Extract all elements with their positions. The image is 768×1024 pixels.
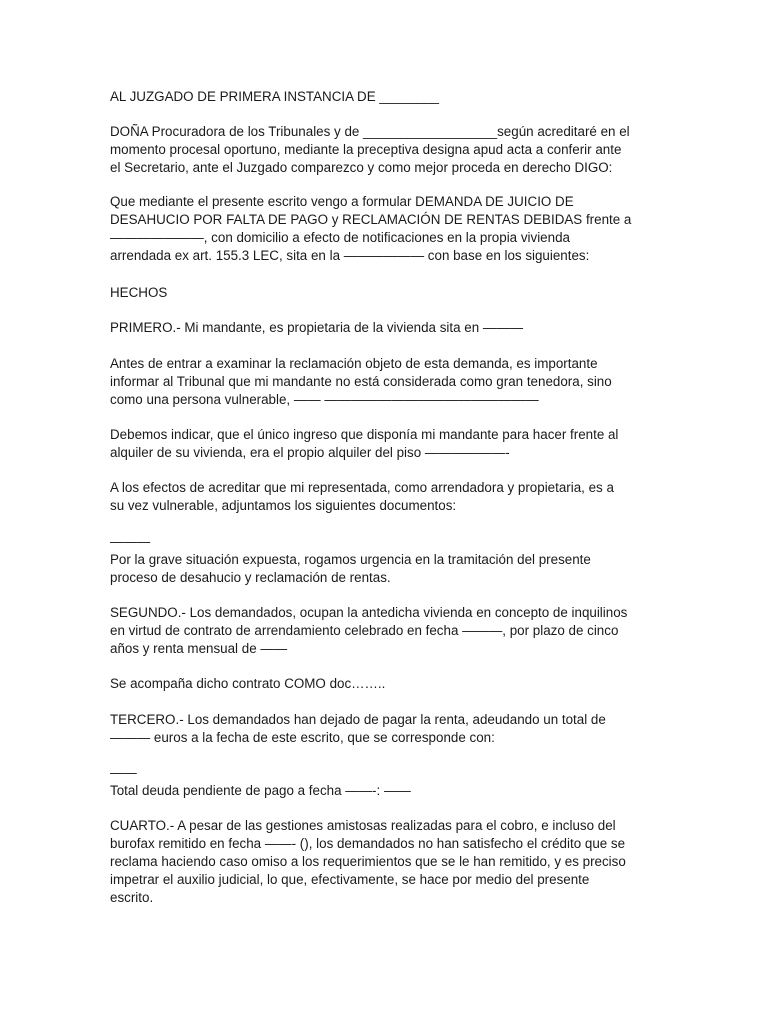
tercero-line: ——— euros a la fecha de este escrito, que se corresponde con: <box>110 730 495 745</box>
vulnerable-line: informar al Tribunal que mi mandante no está considerada como gran tenedora, sino <box>110 374 612 389</box>
cuarto-line: reclama haciendo caso omiso a los requerimientos que se le han remitido, y es preciso <box>110 854 626 869</box>
heading-line: AL JUZGADO DE PRIMERA INSTANCIA DE ________ <box>110 89 439 104</box>
demand-line: DESAHUCIO POR FALTA DE PAGO y RECLAMACIÓN DE RENTAS DEBIDAS frente a <box>110 212 632 227</box>
primero-paragraph <box>110 319 670 337</box>
cuarto-paragraph <box>110 817 670 907</box>
total-line: Total deuda pendiente de pago a fecha ——-: —— <box>110 783 411 798</box>
acreditar-line: A los efectos de acreditar que mi representada, como arrendadora y propietaria, es a <box>110 480 614 495</box>
demand-paragraph <box>110 193 670 265</box>
tercero-line: TERCERO.- Los demandados han dejado de pagar la renta, adeudando un total de <box>110 712 606 727</box>
cuarto-line: CUARTO.- A pesar de las gestiones amistosas realizadas para el cobro, e incluso del <box>110 818 616 833</box>
vulnerable-line: Antes de entrar a examinar la reclamación objeto de esta demanda, es importante <box>110 356 598 371</box>
segundo-line: en virtud de contrato de arrendamiento celebrado en fecha ———, por plazo de cinco <box>110 623 619 638</box>
demand-line: Que mediante el presente escrito vengo a formular DEMANDA DE JUICIO DE <box>110 194 574 209</box>
contrato-paragraph <box>110 675 670 693</box>
hechos-heading <box>110 284 670 302</box>
ingreso-line: alquiler de su vivienda, era el propio alquiler del piso ——————- <box>110 445 510 460</box>
intro-line: el Secretario, ante el Juzgado comparezco y como mejor proceda en derecho DIGO: <box>110 160 613 175</box>
urgencia-line: Por la grave situación expuesta, rogamos urgencia en la tramitación del presente <box>110 552 591 567</box>
demand-line: ———————, con domicilio a efecto de notificaciones en la propia vivienda <box>110 230 570 245</box>
vulnerable-paragraph <box>110 355 670 409</box>
vulnerable-line: como una persona vulnerable, —— ———————————————— <box>110 392 539 407</box>
ingreso-paragraph <box>110 426 670 462</box>
demand-line: arrendada ex art. 155.3 LEC, sita en la —————— con base en los siguientes: <box>110 248 590 263</box>
cuarto-line: escrito. <box>110 890 154 905</box>
tercero-paragraph <box>110 711 670 747</box>
urgencia-paragraph <box>110 533 670 587</box>
intro-paragraph <box>110 123 670 177</box>
urgencia-line: proceso de desahucio y reclamación de rentas. <box>110 570 391 585</box>
acreditar-line: su vez vulnerable, adjuntamos los siguientes documentos: <box>110 498 457 513</box>
intro-line: DOÑA Procuradora de los Tribunales y de __________________según acreditaré en el <box>110 124 630 139</box>
segundo-line: años y renta mensual de —— <box>110 641 288 656</box>
segundo-paragraph <box>110 604 670 658</box>
total-line: —— <box>110 765 137 780</box>
segundo-line: SEGUNDO.- Los demandados, ocupan la antedicha vivienda en concepto de inquilinos <box>110 605 628 620</box>
cuarto-line: impetrar el auxilio judicial, lo que, efectivamente, se hace por medio del presente <box>110 872 590 887</box>
contrato-line: Se acompaña dicho contrato COMO doc…….. <box>110 676 386 691</box>
intro-line: momento procesal oportuno, mediante la preceptiva designa apud acta a conferir ante <box>110 142 622 157</box>
cuarto-line: burofax remitido en fecha ——- (), los demandados no han satisfecho el crédito que se <box>110 836 626 851</box>
urgencia-line: ——— <box>110 534 151 549</box>
ingreso-line: Debemos indicar, que el único ingreso que disponía mi mandante para hacer frente al <box>110 427 619 442</box>
primero-line: PRIMERO.- Mi mandante, es propietaria de la vivienda sita en ——— <box>110 320 524 335</box>
hechos-title: HECHOS <box>110 285 168 300</box>
heading-paragraph <box>110 88 670 106</box>
acreditar-paragraph <box>110 479 670 515</box>
total-paragraph <box>110 764 670 800</box>
